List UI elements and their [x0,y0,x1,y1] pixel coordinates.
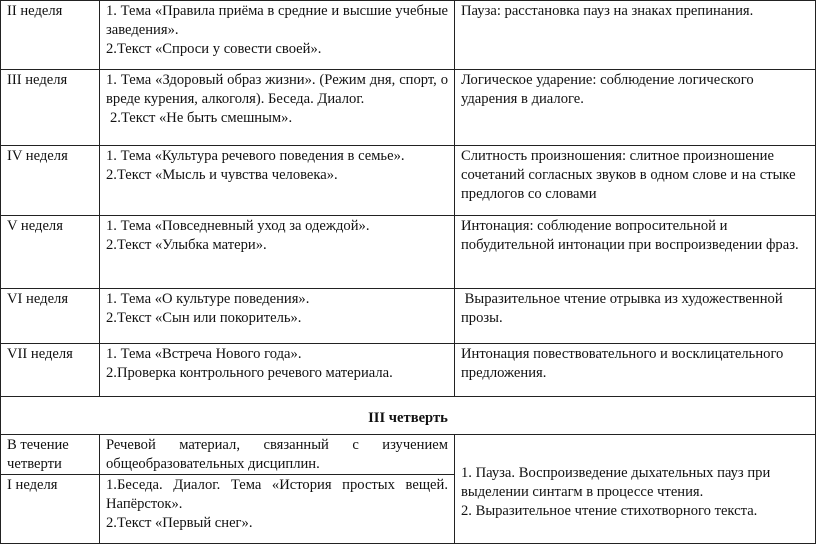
week-label: VI неделя [7,291,69,307]
skill-text: Интонация повествовательного и восклицательного предложения. [461,346,784,381]
week-label: VII неделя [7,346,73,362]
skill-text: Интонация: соблюдение вопросительной и побудительной интонации при воспроизведении фраз. [461,218,799,253]
skill-text: Пауза: расстановка пауз на знаках препинания. [461,3,754,19]
skill-cell [455,1,816,70]
skill-line: 1. Пауза. Воспроизведение дыхательных пауз при выделении синтагм в процессе чтения. [461,464,771,500]
quarter-heading-row [1,397,816,435]
table-row [1,216,816,289]
week-label: IV неделя [7,148,68,164]
week-label: В течение четверти [7,437,69,472]
table-row [1,1,816,70]
skill-cell [455,70,816,146]
skill-text: Логическое ударение: соблюдение логического ударения в диалоге. [461,72,754,107]
skill-cell [455,216,816,289]
topic-line: 1. Тема «Здоровый образ жизни». (Режим дня, спорт, о вреде курения, алкоголя). Беседа. Диалог. [106,72,448,107]
skill-cell [455,344,816,397]
week-label: II неделя [7,3,63,19]
week-cell [1,344,100,397]
topic-line: 1. Тема «Культура речевого поведения в семье». [106,148,405,164]
week-cell [1,216,100,289]
week-label: V неделя [7,218,63,234]
topic-cell [100,475,455,544]
topic-line: 2.Текст «Сын или покоритель». [106,310,302,326]
topic-line: 1. Тема «Правила приёма в средние и высшие учебные заведения». [106,3,448,38]
topic-line: 2.Текст «Улыбка матери». [106,237,267,253]
topic-cell [100,1,455,70]
week-cell [1,435,100,475]
skill-text: Слитность произношения: слитное произношение сочетаний согласных звуков в одном слове и на стыке предлогов со словами [461,148,796,202]
skill-cell [455,289,816,344]
topic-cell [100,435,455,475]
quarter-heading-cell [1,397,816,435]
topic-line: 1. Тема «О культуре поведения». [106,291,310,307]
topic-line: 2.Текст «Спроси у совести своей». [106,41,322,57]
topic-cell [100,289,455,344]
topic-cell [100,70,455,146]
week-cell [1,146,100,216]
topic-text: Речевой материал, связанный с изучением общеобразовательных дисциплин. [106,437,448,472]
week-cell [1,1,100,70]
skill-text: Выразительное чтение отрывка из художественной прозы. [461,291,787,326]
week-cell [1,475,100,544]
topic-line: 1. Тема «Встреча Нового года». [106,346,302,362]
skill-cell [455,146,816,216]
table-row [1,435,816,475]
week-cell [1,289,100,344]
topic-line: 2.Проверка контрольного речевого материала. [106,365,393,381]
week-cell [1,70,100,146]
topic-line: 2.Текст «Первый снег». [106,515,253,531]
table-row [1,146,816,216]
topic-line: 2.Текст «Не быть смешным». [110,110,293,126]
quarter-heading: III четверть [368,410,448,426]
table-row [1,344,816,397]
table-row [1,289,816,344]
topic-cell [100,146,455,216]
topic-line: 1.Беседа. Диалог. Тема «История простых вещей. Напёрсток». [106,477,448,512]
topic-cell [100,216,455,289]
topic-line: 1. Тема «Повседневный уход за одеждой». [106,218,370,234]
topic-cell [100,344,455,397]
week-label: I неделя [7,477,58,493]
week-label: III неделя [7,72,68,88]
table-row [1,70,816,146]
topic-line: 2.Текст «Мысль и чувства человека». [106,167,338,183]
skill-cell [455,435,816,544]
skill-line: 2. Выразительное чтение стихотворного текста. [461,502,758,519]
